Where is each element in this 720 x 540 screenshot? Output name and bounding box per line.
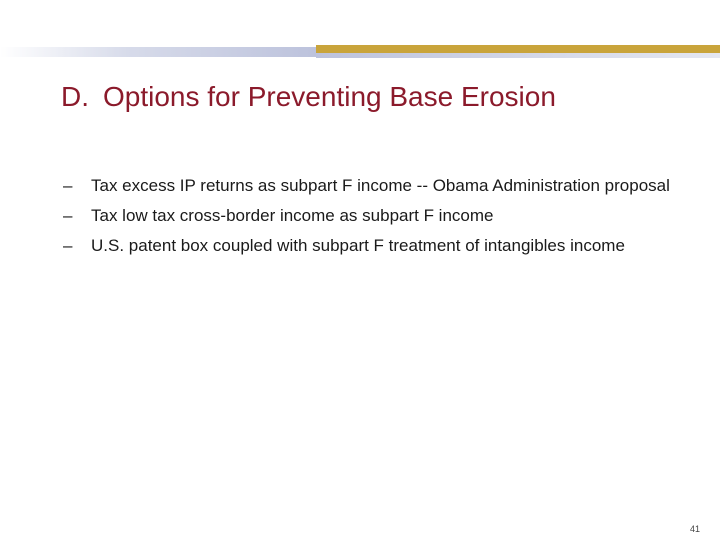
bullet-text: U.S. patent box coupled with subpart F treatment of intangibles income — [91, 236, 625, 255]
header-gold-stripe — [316, 45, 720, 53]
slide-title-text: Options for Preventing Base Erosion — [103, 81, 556, 112]
header-blue-stripe — [316, 53, 720, 58]
bullet-dash: – — [63, 206, 73, 225]
bullet-dash: – — [63, 176, 73, 195]
bullet-text: Tax low tax cross-border income as subpart F income — [91, 206, 494, 225]
list-item — [60, 234, 680, 258]
header-decorative-bar — [0, 42, 720, 60]
list-item — [60, 174, 680, 198]
bullet-dash: – — [63, 236, 73, 255]
header-gradient-stripe — [0, 47, 318, 57]
list-item — [60, 204, 680, 228]
slide-title — [61, 80, 661, 114]
slide-title-number: D. — [61, 81, 89, 112]
bullet-list — [60, 174, 680, 264]
page-number: 41 — [689, 524, 700, 534]
bullet-text: Tax excess IP returns as subpart F income -- Obama Administration proposal — [91, 176, 670, 195]
